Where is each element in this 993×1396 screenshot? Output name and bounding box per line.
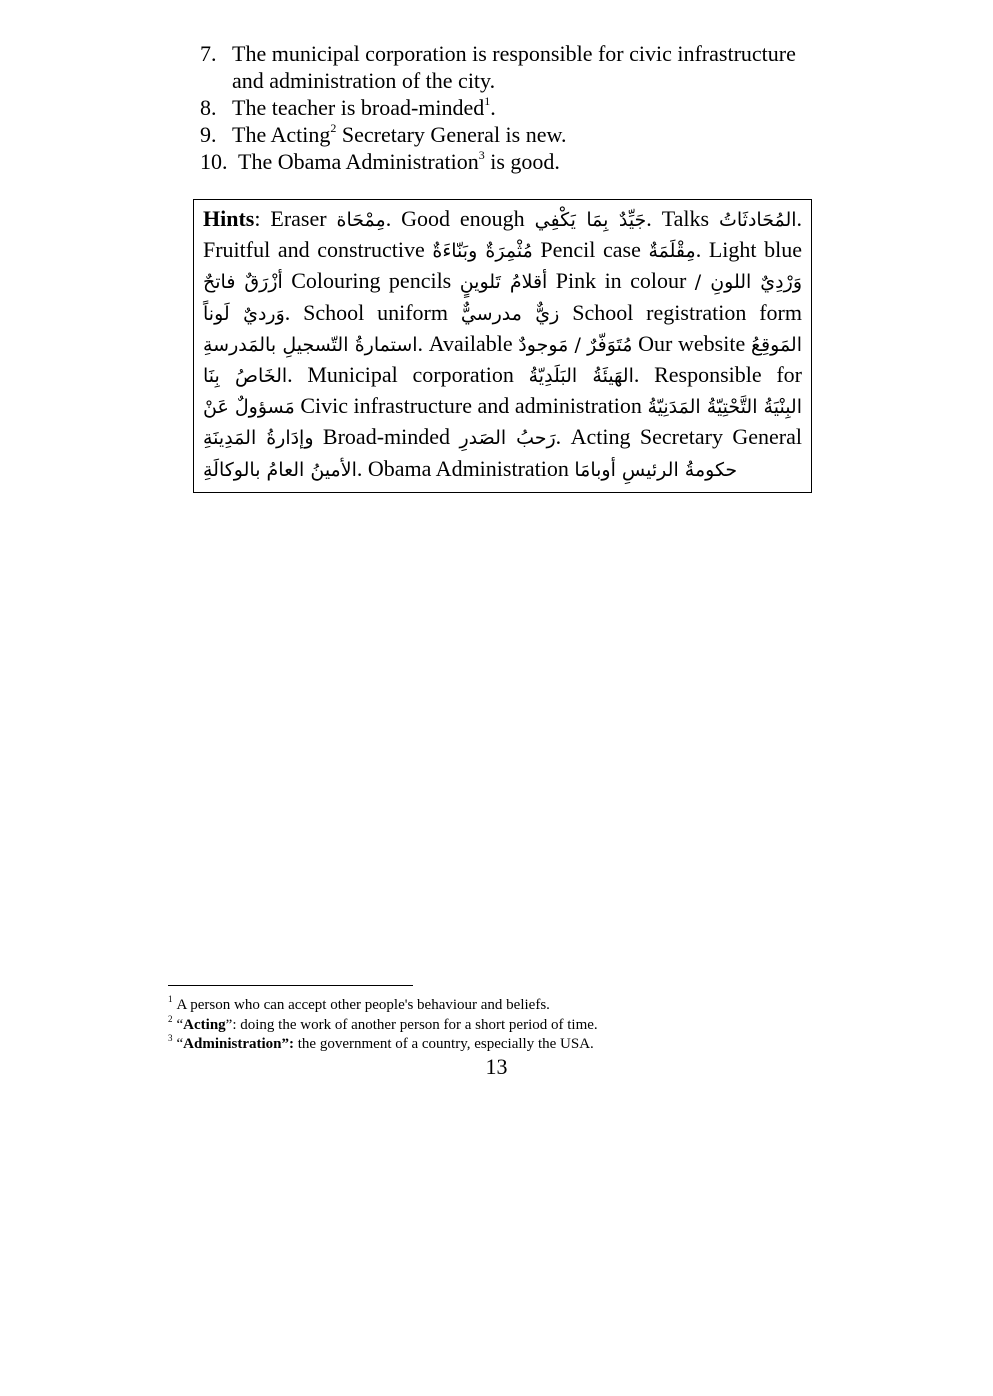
item-number: 9. [200,122,217,147]
page-number: 13 [485,1054,508,1079]
english-term: School registration form [559,299,802,325]
arabic-term: مُتَوَفّرٌ / مَوجودٌ [518,333,633,356]
english-term: . Fruitful and constructive [203,206,803,263]
arabic-term: حكومةُ الرئيسِ أوبامَا [574,458,738,481]
footnotes [168,996,818,1055]
arabic-term: زيٌّ مدرسيٌّ [460,302,560,325]
arabic-term: البِنْيَةُ التَّحْتِيّةُ المَدَنِيّةُ وإدَارةُ المَدِينَةِ [203,396,802,450]
item-text [232,94,820,121]
english-term: . Acting Secretary General [555,424,802,450]
hints-text [203,206,802,481]
arabic-term: استمارةُ التّسجيلِ بالمَدرسةِ [203,333,418,356]
numbered-list [200,40,820,175]
footnote-text: “ [176,1036,184,1052]
arabic-term: مِقْلَمَةٌ [648,240,696,263]
item-text-part: The Acting [232,122,331,147]
footnote [168,1013,818,1036]
hints-box [193,199,812,493]
item-text-part: The Obama Administration [238,149,479,174]
arabic-term: مِمْحَاة [336,209,386,231]
item-number: 10. [200,149,228,174]
english-term: . School uniform [284,299,461,325]
english-term: Our website [632,330,751,356]
arabic-term: مَسؤولٌ عَنْ [203,396,295,419]
item-text-part: is good. [484,149,560,174]
arabic-term: أقلامُ تَلوينٍ [459,271,548,294]
list-item [200,148,820,175]
list-item [200,40,820,94]
english-term: Broad-minded [313,424,460,450]
arabic-term: رَحبُ الصَدرِ [459,427,556,450]
item-text [238,148,820,175]
english-term: Civic infrastructure and administration [294,393,648,419]
english-term: . Available [417,330,519,356]
arabic-term: جَيِّدٌ بِمَا يَكْفِي [534,209,647,231]
footnote-text: A person who can accept other people's behaviour and beliefs. [176,997,550,1013]
footnote-mark: 2 [168,1013,173,1024]
footnote-term: Acting [183,1016,226,1033]
arabic-term: أزْرَقٌ فاتحٌ [203,271,283,294]
hints-label: Hints [203,206,255,231]
footnote-ref: 2 [330,120,337,135]
english-term: . Good enough [385,206,535,231]
footnote-term: Administration”: [183,1036,295,1052]
english-term: . Responsible for [633,362,802,388]
item-text-part: . [490,95,496,120]
arabic-term: الأمينُ العامُ بالوكالَةِ [203,458,357,481]
english-term: . Obama Administration [356,455,575,481]
list-item [200,94,820,121]
item-number: 7. [200,41,217,66]
english-term: . Talks [646,206,719,231]
footnote [168,996,818,1016]
footnote-mark: 3 [168,1033,173,1043]
english-term: . Light blue [695,237,802,263]
footnote [168,1035,818,1055]
english-term: : Eraser [254,206,337,231]
item-text-part: Secretary General is new. [336,122,567,147]
footnote-mark: 1 [168,994,173,1004]
arabic-term: الهَيئَةُ البَلَدِيّةُ [528,365,634,388]
footnote-text: the government of a country, especially the USA. [294,1036,594,1052]
arabic-term: المَوقِعُ الخَاصُ بِنَا [203,333,802,388]
arabic-term: مُثْمِرَةٌ وبَنّاءَةٌ [432,240,533,263]
item-number: 8. [200,95,217,120]
footnote-text: “ [176,1016,184,1033]
english-term: Pencil case [532,237,649,263]
list-item [200,121,820,148]
footnote-text: ”: doing the work of another person for a short period of time. [225,1016,598,1033]
footnote-ref: 3 [478,147,485,162]
item-text [232,121,820,148]
arabic-term: وَرْدِيٌ اللونِ / وَرديٌ لَوناً [203,271,802,325]
item-text-part: The teacher is broad-minded [232,95,485,120]
footnote-divider [168,985,413,986]
item-text: The municipal corporation is responsible for civic infrastructure and administration of the city. [232,41,796,93]
english-term: . Municipal corporation [287,362,529,388]
english-term: Pink in colour [547,268,695,294]
footnote-ref: 1 [484,93,491,108]
arabic-term: المُحَادثَاتُ [719,209,797,231]
english-term: Colouring pencils [282,268,460,294]
